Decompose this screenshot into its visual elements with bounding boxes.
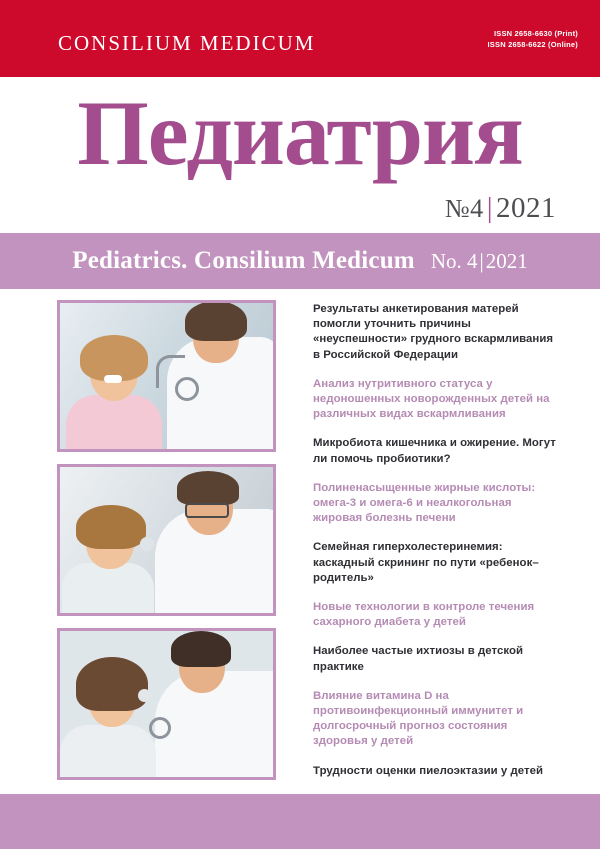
publisher-brand: CONSILIUM MEDICUM <box>58 31 316 55</box>
toc-item: Влияние витамина D на противоинфекционный иммунитет и долгосрочный прогноз состояния здоровья у детей <box>313 689 524 748</box>
page-title: Педиатрия <box>77 82 523 184</box>
table-of-contents <box>313 302 561 793</box>
subtitle-issue-year: 2021 <box>485 248 528 273</box>
subtitle-english: Pediatrics. Consilium Medicum <box>72 247 415 274</box>
issue-year: 2021 <box>496 192 556 224</box>
photo-doctor-examining-girl-with-stethoscope <box>57 300 276 452</box>
subtitle-row <box>0 233 600 289</box>
otoscope-tip-icon <box>138 689 151 702</box>
toc-item: Микробиота кишечника и ожирение. Могут ли помочь пробиотики? <box>313 437 556 465</box>
doctor-hair <box>171 631 231 667</box>
eyeglasses-icon <box>185 503 229 518</box>
subtitle-issue <box>431 249 528 274</box>
cover-body <box>0 289 600 794</box>
toc-item: Наиболее частые ихтиозы в детской практике <box>313 645 524 673</box>
toc-item: Трудности оценки пиелоэктазии у детей <box>313 764 544 777</box>
patient-hair <box>76 657 148 711</box>
issue-number: №4 <box>444 194 484 223</box>
toc-item: Семейная гиперхолестеринемия: каскадный скрининг по пути «ребенок–родитель» <box>313 541 539 584</box>
toc-item: Анализ нутритивного статуса у недоношенных новорожденных детей на различных видах вскармливания <box>313 377 550 421</box>
issn-block <box>488 28 578 50</box>
toc-item: Результаты анкетирования матерей помогли уточнить причины «неуспешности» грудного вскармливания в Российской Федерации <box>313 303 554 361</box>
photo-doctor-examining-girls-ear <box>57 464 276 616</box>
issue-separator: | <box>486 192 493 224</box>
stethoscope-head-icon <box>149 717 171 739</box>
issn-online: ISSN 2658-6622 (Online) <box>487 40 578 49</box>
doctor-hair <box>185 301 247 341</box>
photo-doctor-with-otoscope-and-woman <box>57 628 276 780</box>
issn-print: ISSN 2658-6630 (Print) <box>493 29 578 38</box>
subtitle-issue-label: No. 4 <box>430 248 478 273</box>
doctor-hair <box>177 471 239 505</box>
header-band <box>0 0 600 77</box>
photo-column <box>57 300 276 792</box>
toc-item: Новые технологии в контроле течения сахарного диабета у детей <box>313 601 535 629</box>
child-hair <box>76 505 146 549</box>
issue-line <box>445 192 556 225</box>
footer-band <box>0 794 600 849</box>
subtitle-issue-separator: | <box>479 248 484 273</box>
otoscope-tip-icon <box>140 537 154 551</box>
patient-clothing <box>60 725 156 780</box>
child-clothing <box>62 563 154 616</box>
title-area <box>0 77 600 233</box>
stethoscope-tube <box>156 355 185 388</box>
child-smile <box>104 375 122 383</box>
toc-item: Полиненасыщенные жирные кислоты: омега-3 и омега-6 и неалкогольная жировая болезнь печени <box>313 481 536 525</box>
subtitle-band <box>0 233 600 289</box>
child-clothing <box>66 395 162 452</box>
